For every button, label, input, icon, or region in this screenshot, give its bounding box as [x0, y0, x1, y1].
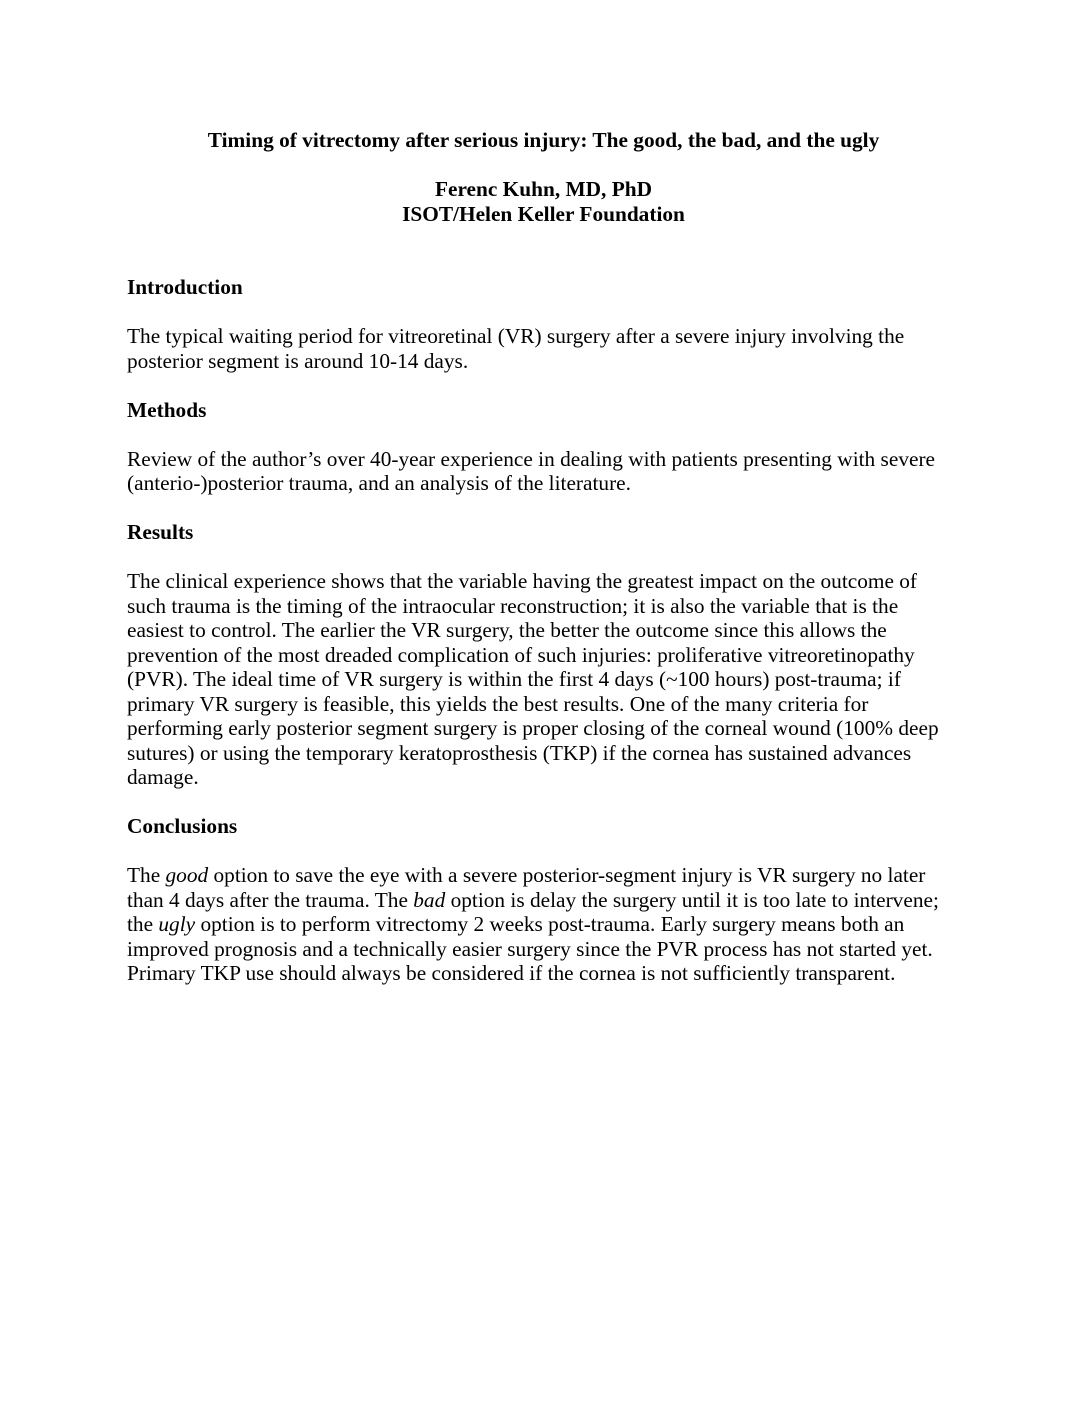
conclusions-paragraph [127, 863, 960, 986]
conclusions-emphasis-good: good [165, 863, 209, 887]
document-title: Timing of vitrectomy after serious injury: The good, the bad, and the ugly [207, 128, 880, 152]
conclusions-text-segment: option is delay the surgery until it is too late to intervene; the [127, 887, 939, 936]
methods-paragraph: Review of the author’s over 40-year experience in dealing with patients presenting with severe (anterio-)posterior trauma, and an analysis of the literature. [127, 446, 936, 495]
section-heading-methods: Methods [127, 397, 207, 422]
introduction-paragraph: The typical waiting period for vitreoretinal (VR) surgery after a severe injury involving the posterior segment is around 10-14 days. [127, 324, 905, 373]
conclusions-emphasis-bad: bad [413, 887, 446, 912]
author-line: Ferenc Kuhn, MD, PhD [434, 177, 653, 201]
results-paragraph: The clinical experience shows that the variable having the greatest impact on the outcome of such trauma is the timing of the intraocular reconstruction; it is also the variable that is the easiest to control. The earlier the VR surgery, the better the outcome since this allows the prevention of the most dreaded complication of such injuries: proliferative vitreoretinopathy (PVR). The ideal time of VR surgery is within the first 4 days (~100 hours) post-trauma; if primary VR surgery is feasible, this yields the best results. One of the many criteria for performing early posterior segment surgery is proper closing of the corneal wound (100% deep sutures) or using the temporary keratoprosthesis (TKP) if the cornea has sustained advances damage. [127, 569, 939, 789]
section-heading-conclusions: Conclusions [127, 814, 238, 838]
section-heading-introduction: Introduction [127, 275, 243, 299]
byline [127, 177, 960, 226]
affiliation-line: ISOT/Helen Keller Foundation [402, 201, 685, 226]
conclusions-emphasis-ugly: ugly [158, 912, 196, 936]
conclusions-text-segment: The [127, 863, 166, 887]
section-heading-results: Results [127, 520, 194, 544]
conclusions-text-segment: option is to perform vitrectomy 2 weeks post-trauma. Early surgery means both an improved prognosis and a technically easier surgery since the PVR process has not started yet. Primary TKP use should always be considered if the cornea is not sufficiently transparent. [127, 912, 933, 985]
conclusions-text-segment: option to save the eye with a severe posterior-segment injury is VR surgery no later than 4 days after the trauma. The [127, 863, 926, 912]
